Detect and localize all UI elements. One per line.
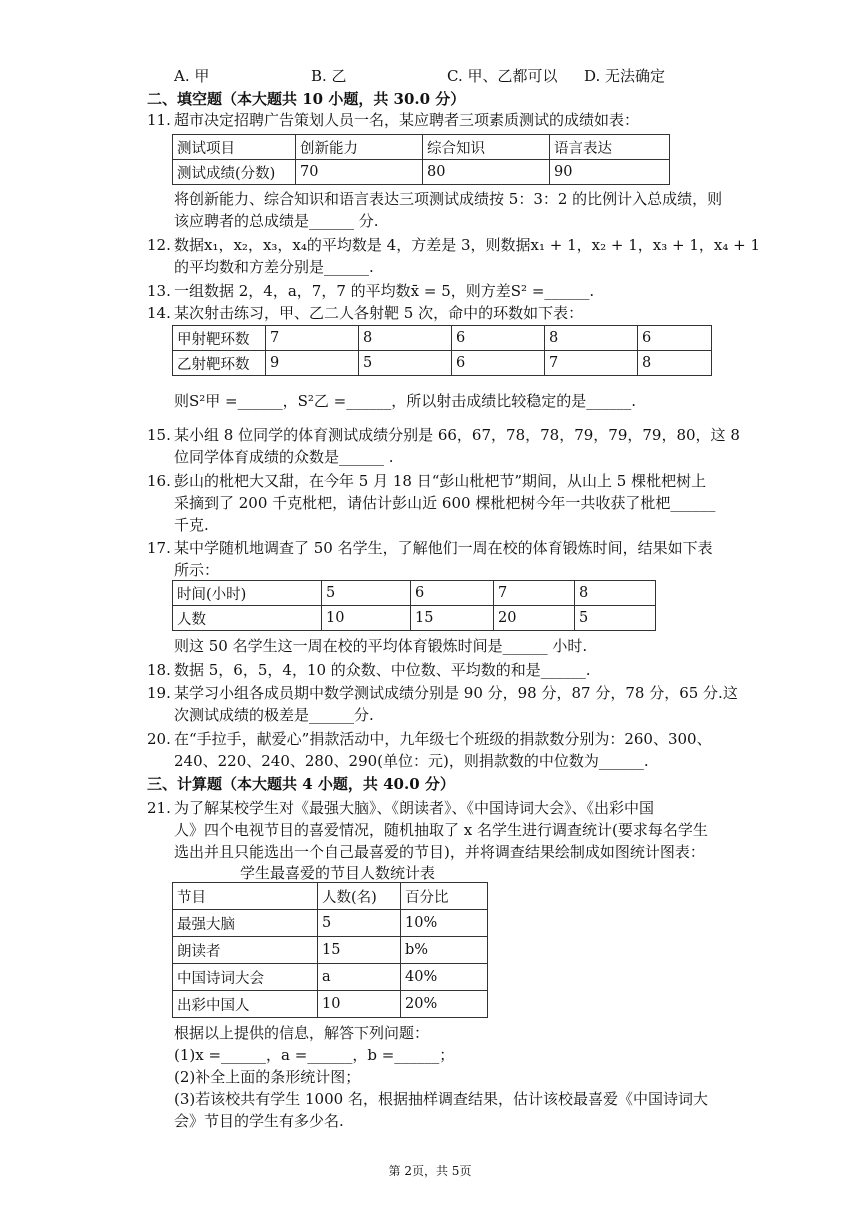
question-text: 一组数据 2，4，a，7，7 的平均数x̄ = 5，则方差S² =______. — [174, 282, 595, 300]
table-row — [173, 606, 656, 631]
table-cell: 节目 — [173, 883, 318, 910]
table-cell: 5 — [359, 351, 452, 376]
table-cell: 10 — [322, 606, 411, 631]
question-text: 某学习小组各成员期中数学测试成绩分别是 90 分，98 分，87 分，78 分，65 分.这 — [174, 684, 738, 702]
table-cell: 7 — [494, 581, 575, 606]
question-text: 的平均数和方差分别是______. — [174, 258, 374, 276]
question-number: 20. — [147, 730, 171, 748]
table-cell: 乙射靶环数 — [173, 351, 266, 376]
question-number: 14. — [147, 304, 171, 322]
question-number: 21. — [147, 799, 171, 817]
table-cell: 9 — [266, 351, 359, 376]
table-cell: 语言表达 — [550, 135, 670, 160]
table-cell: 综合知识 — [423, 135, 550, 160]
question-text: (3)若该校共有学生 1000 名，根据抽样调查结果，估计该校最喜爱《中国诗词大 — [174, 1090, 708, 1108]
question-text: 将创新能力、综合知识和语言表达三项测试成绩按 5：3：2 的比例计入总成绩，则 — [174, 190, 723, 208]
table-row — [173, 160, 670, 185]
table-cell: a — [318, 964, 401, 991]
table-caption: 学生最喜爱的节目人数统计表 — [240, 864, 436, 882]
question-text: 彭山的枇杷大又甜，在今年 5 月 18 日“彭山枇杷节”期间，从山上 5 棵枇杷树上 — [174, 472, 707, 490]
question-text: 选出并且只能选出一个自己最喜爱的节目)，并将调查结果绘制成如图统计图表： — [174, 843, 705, 861]
question-number: 18. — [147, 661, 171, 679]
table-cell: 20% — [401, 991, 488, 1018]
table-cell: 15 — [318, 937, 401, 964]
table-row — [173, 910, 488, 937]
table-cell: 时间(小时) — [173, 581, 322, 606]
question-number: 16. — [147, 472, 171, 490]
table-cell: 8 — [575, 581, 656, 606]
table-cell: 8 — [359, 326, 452, 351]
question-text: 为了解某校学生对《最强大脑》、《朗读者》、《中国诗词大会》、《出彩中国 — [174, 799, 655, 817]
table-cell: 90 — [550, 160, 670, 185]
table-cell: 5 — [318, 910, 401, 937]
table-cell: 8 — [638, 351, 712, 376]
table-cell: 6 — [452, 351, 545, 376]
table-cell: 5 — [322, 581, 411, 606]
question-text: 则这 50 名学生这一周在校的平均体育锻炼时间是______ 小时. — [174, 637, 588, 655]
question-text: 某小组 8 位同学的体育测试成绩分别是 66，67，78，78，79，79，79，80，这 8 — [174, 426, 740, 444]
table-cell: 15 — [411, 606, 494, 631]
question-text: 会》节目的学生有多少名. — [174, 1112, 344, 1130]
table-cell: 6 — [452, 326, 545, 351]
table-cell: 10% — [401, 910, 488, 937]
table-cell: 6 — [411, 581, 494, 606]
table-cell: 最强大脑 — [173, 910, 318, 937]
question-text: 该应聘者的总成绩是______ 分. — [174, 212, 379, 230]
table-cell: 7 — [545, 351, 638, 376]
question-text: 超市决定招聘广告策划人员一名，某应聘者三项素质测试的成绩如表： — [174, 111, 640, 129]
table-row — [173, 883, 488, 910]
question-text: 采摘到了 200 千克枇杷，请估计彭山近 600 棵枇杷树今年一共收获了枇杷______ — [174, 494, 716, 512]
table-cell: 甲射靶环数 — [173, 326, 266, 351]
table-cell: 5 — [575, 606, 656, 631]
shooting-table — [172, 325, 712, 376]
question-text: 位同学体育成绩的众数是______ . — [174, 448, 394, 466]
question-text: 某次射击练习，甲、乙二人各射靶 5 次，命中的环数如下表： — [174, 304, 584, 322]
question-number: 12. — [147, 236, 171, 254]
table-cell: 20 — [494, 606, 575, 631]
question-text: 人》四个电视节目的喜爱情况，随机抽取了 x 名学生进行调查统计(要求每名学生 — [174, 821, 708, 839]
table-cell: 人数(名) — [318, 883, 401, 910]
table-cell: 70 — [296, 160, 423, 185]
score-table — [172, 134, 670, 185]
question-number: 13. — [147, 282, 171, 300]
table-row — [173, 135, 670, 160]
table-cell: 10 — [318, 991, 401, 1018]
table-cell: b% — [401, 937, 488, 964]
question-text: (2)补全上面的条形统计图； — [174, 1068, 361, 1086]
table-cell: 测试成绩(分数) — [173, 160, 296, 185]
table-row — [173, 991, 488, 1018]
table-row — [173, 326, 712, 351]
question-text: 所示： — [174, 561, 220, 579]
table-cell: 朗读者 — [173, 937, 318, 964]
table-cell: 出彩中国人 — [173, 991, 318, 1018]
question-text: 数据x₁，x₂，x₃，x₄的平均数是 4，方差是 3，则数据x₁ + 1，x₂ + 1，x₃ + 1，x₄ + 1 — [174, 236, 760, 254]
question-text: 在“手拉手，献爱心”捐款活动中，九年级七个班级的捐款数分别为：260、300、 — [174, 730, 712, 748]
program-table — [172, 882, 488, 1018]
question-text: 次测试成绩的极差是______分. — [174, 706, 374, 724]
table-row — [173, 351, 712, 376]
question-text: (1)x =______，a =______，b =______； — [174, 1046, 455, 1064]
table-cell: 6 — [638, 326, 712, 351]
option-b: B. 乙 — [311, 67, 347, 85]
exercise-time-table — [172, 580, 656, 631]
table-cell: 7 — [266, 326, 359, 351]
table-cell: 人数 — [173, 606, 322, 631]
option-a: A. 甲 — [174, 67, 210, 85]
question-text: 240、220、240、280、290(单位：元)，则捐款数的中位数为______. — [174, 752, 649, 770]
question-number: 17. — [147, 539, 171, 557]
table-cell: 80 — [423, 160, 550, 185]
table-row — [173, 964, 488, 991]
table-row — [173, 581, 656, 606]
section-heading-fill-in: 二、填空题（本大题共 10 小题，共 30.0 分） — [147, 90, 466, 108]
question-number: 11. — [147, 111, 171, 129]
table-cell: 百分比 — [401, 883, 488, 910]
question-number: 19. — [147, 684, 171, 702]
table-cell: 8 — [545, 326, 638, 351]
table-cell: 创新能力 — [296, 135, 423, 160]
section-heading-calculation: 三、计算题（本大题共 4 小题，共 40.0 分） — [147, 775, 455, 793]
table-row — [173, 937, 488, 964]
question-number: 15. — [147, 426, 171, 444]
option-c: C. 甲、乙都可以 — [447, 67, 558, 85]
table-cell: 40% — [401, 964, 488, 991]
option-d: D. 无法确定 — [584, 67, 666, 85]
question-text: 数据 5，6，5，4，10 的众数、中位数、平均数的和是______. — [174, 661, 591, 679]
table-cell: 中国诗词大会 — [173, 964, 318, 991]
page-footer: 第 2页，共 5页 — [388, 1164, 472, 1178]
question-text: 某中学随机地调查了 50 名学生，了解他们一周在校的体育锻炼时间，结果如下表 — [174, 539, 713, 557]
table-cell: 测试项目 — [173, 135, 296, 160]
question-text: 千克. — [174, 516, 209, 534]
question-text: 根据以上提供的信息，解答下列问题： — [174, 1024, 430, 1042]
question-text: 则S²甲 =______，S²乙 =______，所以射击成绩比较稳定的是______. — [174, 392, 637, 410]
